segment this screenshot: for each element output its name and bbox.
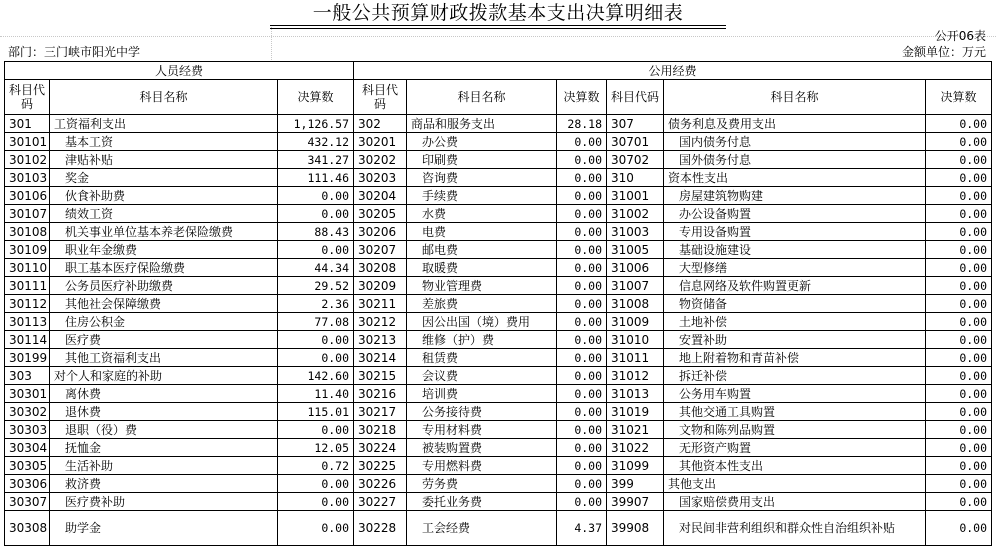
personnel-code-cell: 30108	[5, 223, 50, 241]
table-row	[5, 331, 992, 349]
public-name-cell: 基础设施建设	[664, 241, 926, 259]
public-code-cell: 30201	[354, 133, 407, 151]
public-code-cell: 30224	[354, 439, 407, 457]
personnel-amount-cell: 2.36	[278, 295, 354, 313]
table-row	[5, 403, 992, 421]
public-code-cell: 31099	[607, 457, 664, 475]
public-amount-cell: 0.00	[926, 439, 992, 457]
table-row	[5, 421, 992, 439]
public-code-cell: 30213	[354, 331, 407, 349]
public-amount-cell: 0.00	[557, 295, 607, 313]
public-code-cell: 30212	[354, 313, 407, 331]
personnel-code-cell: 30305	[5, 457, 50, 475]
public-code-cell: 31009	[607, 313, 664, 331]
public-name-cell: 取暖费	[407, 259, 557, 277]
personnel-code-cell: 30303	[5, 421, 50, 439]
public-amount-cell: 0.00	[926, 277, 992, 295]
public-name-cell: 其他资本性支出	[664, 457, 926, 475]
personnel-code-cell: 30103	[5, 169, 50, 187]
table-row	[5, 169, 992, 187]
public-name-cell: 拆迁补偿	[664, 367, 926, 385]
public-amount-cell: 0.00	[557, 133, 607, 151]
table-row	[5, 295, 992, 313]
public-amount-cell: 0.00	[557, 331, 607, 349]
table-row	[5, 205, 992, 223]
public-amount-cell: 0.00	[926, 403, 992, 421]
public-code-cell: 31012	[607, 367, 664, 385]
personnel-code-cell: 30304	[5, 439, 50, 457]
public-name-cell: 对民间非营利组织和群众性自治组织补贴	[664, 511, 926, 546]
personnel-name-cell: 伙食补助费	[50, 187, 278, 205]
public-code-cell: 30701	[607, 133, 664, 151]
public-name-cell: 工会经费	[407, 511, 557, 546]
sheet-gridline	[0, 36, 996, 37]
public-amount-cell: 0.00	[926, 205, 992, 223]
personnel-code-cell: 30306	[5, 475, 50, 493]
public-code-cell: 31011	[607, 349, 664, 367]
public-code-cell: 30702	[607, 151, 664, 169]
public-code-cell: 30218	[354, 421, 407, 439]
public-amount-cell: 0.00	[557, 187, 607, 205]
public-name-cell: 土地补偿	[664, 313, 926, 331]
personnel-code-cell: 30301	[5, 385, 50, 403]
public-name-cell: 电费	[407, 223, 557, 241]
public-code-cell: 30209	[354, 277, 407, 295]
public-amount-cell: 0.00	[926, 493, 992, 511]
public-name-cell: 信息网络及软件购置更新	[664, 277, 926, 295]
personnel-amount-cell: 77.08	[278, 313, 354, 331]
personnel-code-cell: 30111	[5, 277, 50, 295]
table-row	[5, 151, 992, 169]
col-header-name: 科目名称	[664, 80, 926, 115]
table-row	[5, 133, 992, 151]
personnel-code-cell: 30112	[5, 295, 50, 313]
public-amount-cell: 0.00	[557, 493, 607, 511]
personnel-code-cell: 30101	[5, 133, 50, 151]
public-name-cell: 物业管理费	[407, 277, 557, 295]
report-title: 一般公共预算财政拨款基本支出决算明细表	[312, 2, 684, 24]
personnel-code-cell: 30114	[5, 331, 50, 349]
public-code-cell: 399	[607, 475, 664, 493]
personnel-name-cell: 基本工资	[50, 133, 278, 151]
personnel-code-cell: 30107	[5, 205, 50, 223]
personnel-code-cell: 30308	[5, 511, 50, 546]
personnel-amount-cell: 12.05	[278, 439, 354, 457]
public-code-cell: 30215	[354, 367, 407, 385]
public-name-cell: 国外债务付息	[664, 151, 926, 169]
personnel-amount-cell: 341.27	[278, 151, 354, 169]
personnel-name-cell: 离休费	[50, 385, 278, 403]
personnel-name-cell: 工资福利支出	[50, 115, 278, 133]
personnel-code-cell: 30106	[5, 187, 50, 205]
public-code-cell: 30208	[354, 259, 407, 277]
public-code-cell: 30211	[354, 295, 407, 313]
section-header-public: 公用经费	[354, 62, 992, 80]
public-code-cell: 31003	[607, 223, 664, 241]
public-amount-cell: 0.00	[926, 241, 992, 259]
expenditure-table	[4, 61, 992, 546]
personnel-amount-cell: 142.60	[278, 367, 354, 385]
public-amount-cell: 0.00	[926, 151, 992, 169]
public-code-cell: 31007	[607, 277, 664, 295]
personnel-amount-cell: 0.00	[278, 493, 354, 511]
public-amount-cell: 0.00	[557, 169, 607, 187]
public-code-cell: 31006	[607, 259, 664, 277]
personnel-code-cell: 30199	[5, 349, 50, 367]
public-code-cell: 30217	[354, 403, 407, 421]
public-amount-cell: 0.00	[926, 457, 992, 475]
public-amount-cell: 28.18	[557, 115, 607, 133]
personnel-amount-cell: 0.00	[278, 349, 354, 367]
public-amount-cell: 0.00	[926, 385, 992, 403]
public-amount-cell: 0.00	[926, 367, 992, 385]
personnel-name-cell: 津贴补贴	[50, 151, 278, 169]
public-amount-cell: 0.00	[926, 313, 992, 331]
personnel-name-cell: 机关事业单位基本养老保险缴费	[50, 223, 278, 241]
amount-unit-label: 金额单位：万元	[901, 45, 986, 59]
public-name-cell: 租赁费	[407, 349, 557, 367]
public-name-cell: 委托业务费	[407, 493, 557, 511]
public-amount-cell: 0.00	[557, 223, 607, 241]
public-amount-cell: 0.00	[926, 259, 992, 277]
public-name-cell: 印刷费	[407, 151, 557, 169]
personnel-code-cell: 30113	[5, 313, 50, 331]
public-name-cell: 其他支出	[664, 475, 926, 493]
personnel-code-cell: 303	[5, 367, 50, 385]
public-amount-cell: 0.00	[926, 133, 992, 151]
public-name-cell: 培训费	[407, 385, 557, 403]
public-name-cell: 邮电费	[407, 241, 557, 259]
public-code-cell: 31022	[607, 439, 664, 457]
public-name-cell: 因公出国（境）费用	[407, 313, 557, 331]
table-row	[5, 349, 992, 367]
personnel-amount-cell: 0.00	[278, 241, 354, 259]
public-name-cell: 专用材料费	[407, 421, 557, 439]
personnel-code-cell: 301	[5, 115, 50, 133]
public-name-cell: 文物和陈列品购置	[664, 421, 926, 439]
personnel-code-cell: 30109	[5, 241, 50, 259]
table-row	[5, 475, 992, 493]
table-row	[5, 187, 992, 205]
public-code-cell: 302	[354, 115, 407, 133]
table-row	[5, 223, 992, 241]
personnel-name-cell: 退职（役）费	[50, 421, 278, 439]
public-code-cell: 30214	[354, 349, 407, 367]
public-code-cell: 39907	[607, 493, 664, 511]
personnel-amount-cell: 29.52	[278, 277, 354, 295]
table-row	[5, 115, 992, 133]
public-amount-cell: 0.00	[557, 151, 607, 169]
personnel-amount-cell: 0.00	[278, 205, 354, 223]
public-code-cell: 310	[607, 169, 664, 187]
table-row	[5, 493, 992, 511]
col-header-amount: 决算数	[557, 80, 607, 115]
personnel-amount-cell: 0.00	[278, 475, 354, 493]
table-row	[5, 439, 992, 457]
public-code-cell: 30204	[354, 187, 407, 205]
personnel-name-cell: 助学金	[50, 511, 278, 546]
public-name-cell: 安置补助	[664, 331, 926, 349]
personnel-name-cell: 对个人和家庭的补助	[50, 367, 278, 385]
personnel-amount-cell: 1,126.57	[278, 115, 354, 133]
public-name-cell: 物资储备	[664, 295, 926, 313]
col-header-name: 科目名称	[407, 80, 557, 115]
personnel-code-cell: 30102	[5, 151, 50, 169]
public-name-cell: 资本性支出	[664, 169, 926, 187]
public-code-cell: 30203	[354, 169, 407, 187]
col-header-code: 科目代码	[354, 80, 407, 115]
public-code-cell: 31010	[607, 331, 664, 349]
public-amount-cell: 0.00	[557, 403, 607, 421]
public-code-cell: 31002	[607, 205, 664, 223]
public-name-cell: 公务接待费	[407, 403, 557, 421]
col-header-amount: 决算数	[926, 80, 992, 115]
title-underline-double	[270, 28, 726, 29]
table-row	[5, 313, 992, 331]
section-header-personnel: 人员经费	[5, 62, 354, 80]
public-amount-cell: 0.00	[926, 475, 992, 493]
public-code-cell: 30207	[354, 241, 407, 259]
public-amount-cell: 0.00	[926, 169, 992, 187]
public-code-cell: 30205	[354, 205, 407, 223]
public-amount-cell: 0.00	[557, 439, 607, 457]
public-name-cell: 国内债务付息	[664, 133, 926, 151]
public-name-cell: 债务利息及费用支出	[664, 115, 926, 133]
personnel-name-cell: 医疗费	[50, 331, 278, 349]
personnel-name-cell: 公务员医疗补助缴费	[50, 277, 278, 295]
public-code-cell: 30202	[354, 151, 407, 169]
table-row	[5, 277, 992, 295]
public-name-cell: 会议费	[407, 367, 557, 385]
public-name-cell: 房屋建筑物购建	[664, 187, 926, 205]
personnel-amount-cell: 0.00	[278, 511, 354, 546]
personnel-amount-cell: 0.00	[278, 187, 354, 205]
public-amount-cell: 0.00	[926, 223, 992, 241]
personnel-amount-cell: 44.34	[278, 259, 354, 277]
table-row	[5, 385, 992, 403]
public-amount-cell: 0.00	[557, 259, 607, 277]
public-amount-cell: 0.00	[926, 295, 992, 313]
public-name-cell: 劳务费	[407, 475, 557, 493]
personnel-name-cell: 职工基本医疗保险缴费	[50, 259, 278, 277]
personnel-name-cell: 退休费	[50, 403, 278, 421]
public-code-cell: 30227	[354, 493, 407, 511]
public-name-cell: 办公费	[407, 133, 557, 151]
public-amount-cell: 0.00	[557, 241, 607, 259]
personnel-name-cell: 抚恤金	[50, 439, 278, 457]
public-amount-cell: 0.00	[557, 457, 607, 475]
public-name-cell: 国家赔偿费用支出	[664, 493, 926, 511]
personnel-amount-cell: 0.72	[278, 457, 354, 475]
public-code-cell: 30225	[354, 457, 407, 475]
personnel-code-cell: 30302	[5, 403, 50, 421]
public-name-cell: 商品和服务支出	[407, 115, 557, 133]
personnel-name-cell: 其他工资福利支出	[50, 349, 278, 367]
public-code-cell: 30226	[354, 475, 407, 493]
public-name-cell: 手续费	[407, 187, 557, 205]
public-amount-cell: 0.00	[557, 421, 607, 439]
col-header-code: 科目代码	[5, 80, 50, 115]
public-name-cell: 差旅费	[407, 295, 557, 313]
public-amount-cell: 0.00	[557, 475, 607, 493]
department-label: 部门：三门峡市阳光中学	[8, 45, 141, 59]
personnel-amount-cell: 432.12	[278, 133, 354, 151]
public-code-cell: 31008	[607, 295, 664, 313]
public-name-cell: 地上附着物和青苗补偿	[664, 349, 926, 367]
public-code-cell: 307	[607, 115, 664, 133]
public-code-cell: 31021	[607, 421, 664, 439]
personnel-name-cell: 医疗费补助	[50, 493, 278, 511]
personnel-code-cell: 30110	[5, 259, 50, 277]
personnel-name-cell: 职业年金缴费	[50, 241, 278, 259]
table-row	[5, 241, 992, 259]
sheet-gridline-vertical	[271, 27, 272, 60]
personnel-name-cell: 住房公积金	[50, 313, 278, 331]
personnel-name-cell: 其他社会保障缴费	[50, 295, 278, 313]
personnel-name-cell: 生活补助	[50, 457, 278, 475]
public-amount-cell: 0.00	[557, 349, 607, 367]
public-name-cell: 其他交通工具购置	[664, 403, 926, 421]
public-amount-cell: 0.00	[557, 277, 607, 295]
public-code-cell: 39908	[607, 511, 664, 546]
public-amount-cell: 0.00	[557, 367, 607, 385]
public-code-cell: 30228	[354, 511, 407, 546]
public-code-cell: 30216	[354, 385, 407, 403]
public-amount-cell: 0.00	[926, 187, 992, 205]
public-name-cell: 公务用车购置	[664, 385, 926, 403]
personnel-code-cell: 30307	[5, 493, 50, 511]
col-header-code: 科目代码	[607, 80, 664, 115]
public-code-cell: 31001	[607, 187, 664, 205]
personnel-amount-cell: 0.00	[278, 421, 354, 439]
personnel-name-cell: 奖金	[50, 169, 278, 187]
public-amount-cell: 0.00	[926, 349, 992, 367]
public-code-cell: 31019	[607, 403, 664, 421]
col-header-amount: 决算数	[278, 80, 354, 115]
public-name-cell: 被装购置费	[407, 439, 557, 457]
col-header-name: 科目名称	[50, 80, 278, 115]
public-name-cell: 专用设备购置	[664, 223, 926, 241]
public-amount-cell: 0.00	[926, 421, 992, 439]
public-name-cell: 无形资产购置	[664, 439, 926, 457]
public-name-cell: 维修（护）费	[407, 331, 557, 349]
public-code-cell: 30206	[354, 223, 407, 241]
personnel-name-cell: 绩效工资	[50, 205, 278, 223]
public-code-cell: 31005	[607, 241, 664, 259]
public-name-cell: 水费	[407, 205, 557, 223]
personnel-amount-cell: 0.00	[278, 331, 354, 349]
personnel-amount-cell: 111.46	[278, 169, 354, 187]
public-amount-cell: 0.00	[926, 331, 992, 349]
title-underline	[270, 25, 726, 26]
table-row	[5, 367, 992, 385]
table-tag: 公开06表	[934, 29, 986, 43]
public-amount-cell: 0.00	[926, 511, 992, 546]
public-name-cell: 大型修缮	[664, 259, 926, 277]
public-amount-cell: 0.00	[557, 205, 607, 223]
table-row	[5, 259, 992, 277]
public-name-cell: 咨询费	[407, 169, 557, 187]
personnel-amount-cell: 115.01	[278, 403, 354, 421]
table-row	[5, 511, 992, 546]
personnel-amount-cell: 88.43	[278, 223, 354, 241]
public-name-cell: 办公设备购置	[664, 205, 926, 223]
personnel-name-cell: 救济费	[50, 475, 278, 493]
table-row	[5, 457, 992, 475]
public-amount-cell: 0.00	[557, 385, 607, 403]
public-name-cell: 专用燃料费	[407, 457, 557, 475]
personnel-amount-cell: 11.40	[278, 385, 354, 403]
public-amount-cell: 0.00	[926, 115, 992, 133]
public-code-cell: 31013	[607, 385, 664, 403]
public-amount-cell: 4.37	[557, 511, 607, 546]
public-amount-cell: 0.00	[557, 313, 607, 331]
